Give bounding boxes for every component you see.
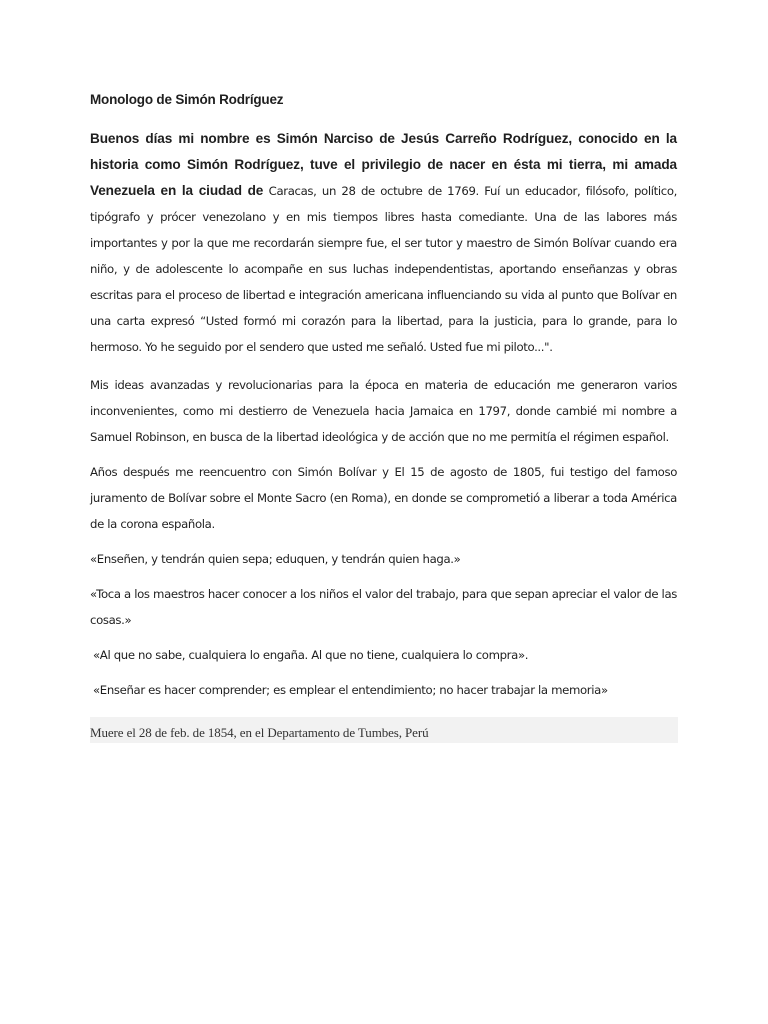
- quote-no-sabe: «Al que no sabe, cualquiera lo engaña. Al que no tiene, cualquiera lo compra».: [93, 648, 529, 662]
- quote-ensenen: «Enseñen, y tendrán quien sepa; eduquen, y tendrán quien haga.»: [90, 552, 461, 566]
- paragraph-introduction: [90, 126, 677, 360]
- footer-note-box: [90, 717, 678, 743]
- quote-maestros: «Toca a los maestros hacer conocer a los niños el valor del trabajo, para que sepan apreciar el valor de las cosas.»: [90, 587, 677, 627]
- paragraph-juramento: Años después me reencuentro con Simón Bolívar y El 15 de agosto de 1805, fui testigo del famoso juramento de Bolívar sobre el Monte Sacro (en Roma), en donde se comprometió a liberar a toda América de la corona española.: [90, 465, 677, 531]
- document-title: Monologo de Simón Rodríguez: [90, 92, 284, 107]
- quote-ensenar: «Enseñar es hacer comprender; es emplear el entendimiento; no hacer trabajar la memoria»: [93, 683, 608, 697]
- intro-body-text: Caracas, un 28 de octubre de 1769. Fuí un educador, filósofo, político, tipógrafo y prócer venezolano y en mis tiempos libres hasta comediante. Una de las labores más importantes y por la que me recordarán siempre fue, el ser tutor y maestro de Simón Bolívar cuando era niño, y de adolescente lo acompañe en sus luchas independentistas, aportando enseñanzas y obras escritas para el proceso de libertad e integración americana influenciando su vida al punto que Bolívar en una carta expresó “Usted formó mi corazón para la libertad, para la justicia, para lo grande, para lo hermoso. Yo he seguido por el sendero que usted me señaló. Usted fue mi piloto...".: [90, 184, 677, 354]
- intro-bold-text: Buenos días mi nombre es Simón Narciso de Jesús Carreño Rodríguez, conocido en la historia como Simón Rodríguez, tuve el privilegio de nacer en ésta mi tierra, mi amada Venezuela en la ciudad de: [90, 131, 677, 198]
- document-page: [90, 92, 677, 743]
- footer-note: Muere el 28 de feb. de 1854, en el Departamento de Tumbes, Perú: [90, 725, 429, 740]
- paragraph-ideas: Mis ideas avanzadas y revolucionarias para la época en materia de educación me generaron varios inconvenientes, como mi destierro de Venezuela hacia Jamaica en 1797, donde cambié mi nombre a Samuel Robinson, en busca de la libertad ideológica y de acción que no me permitía el régimen español.: [90, 378, 677, 444]
